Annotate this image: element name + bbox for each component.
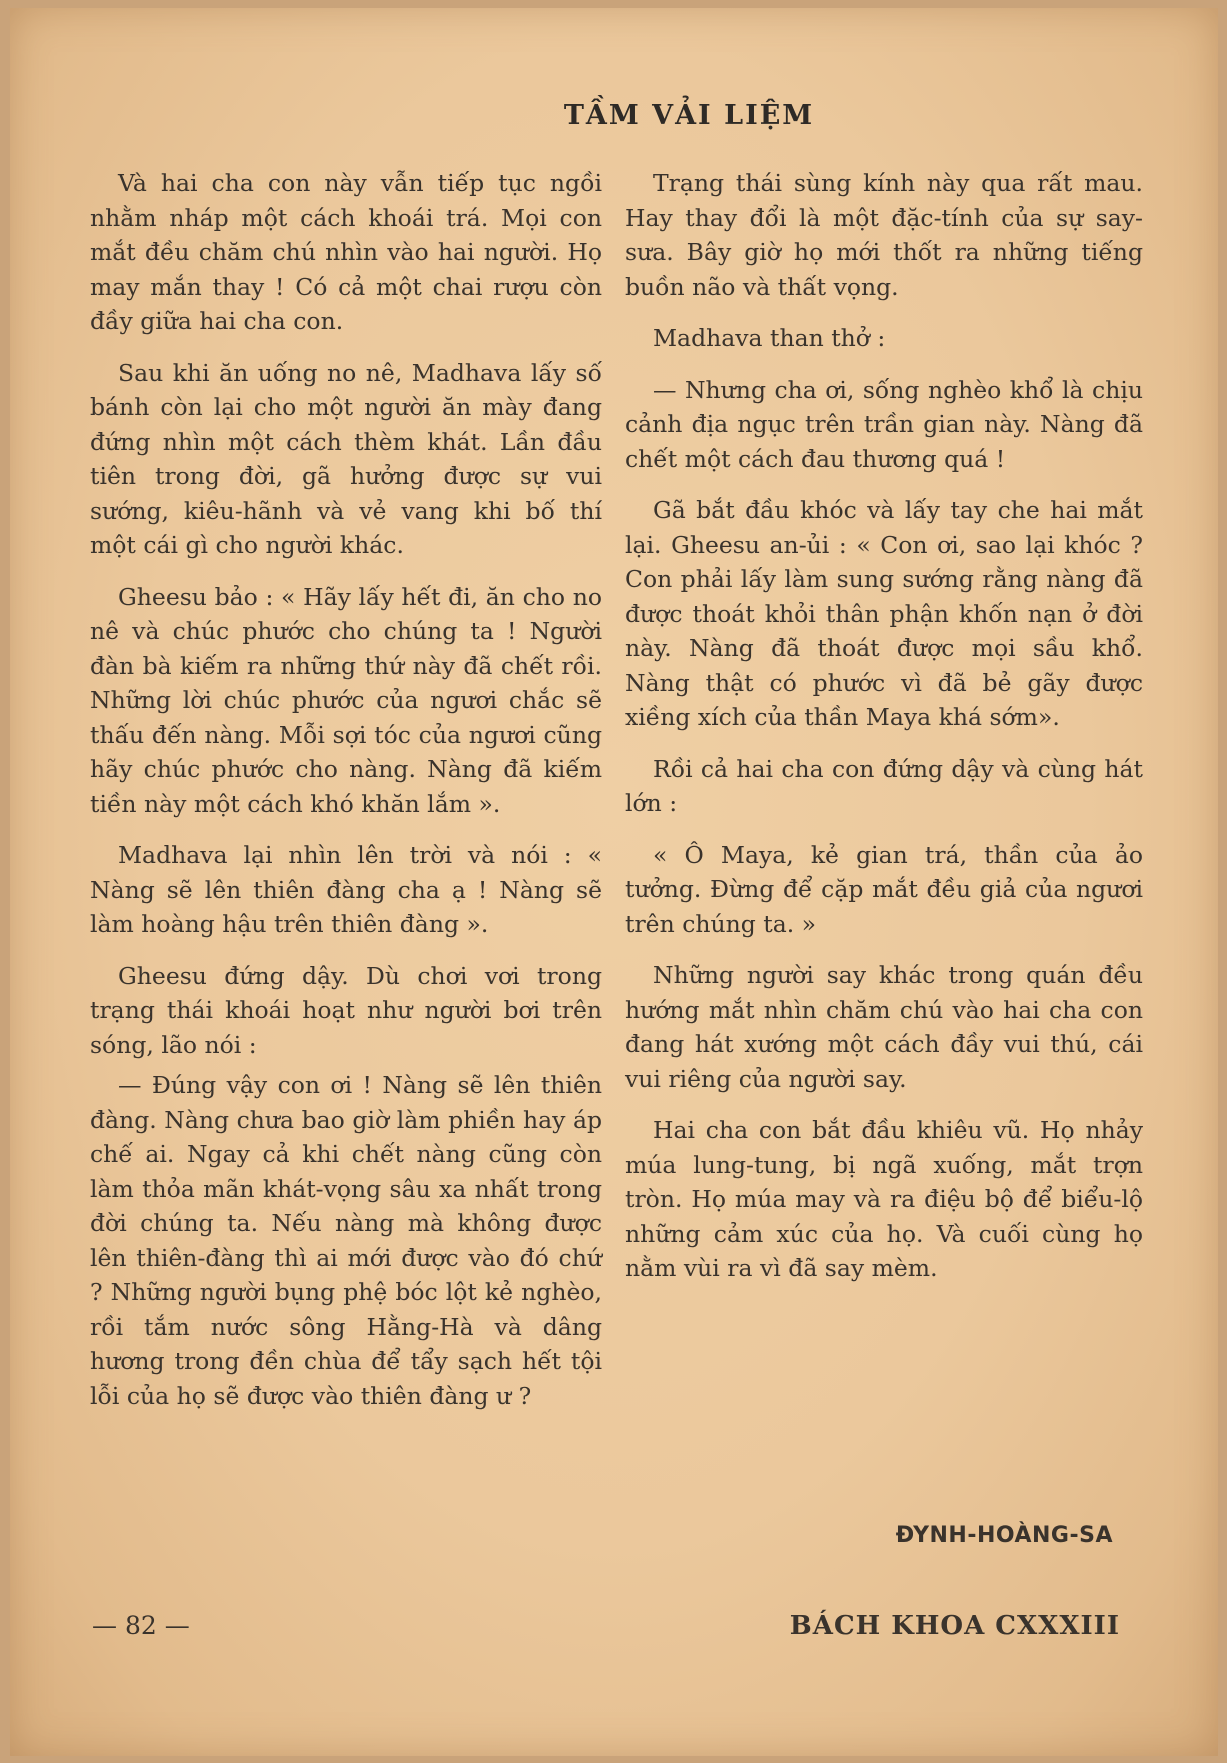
publication-name: BÁCH KHOA CXXXIII <box>789 1611 1120 1641</box>
paragraph: Sau khi ăn uống no nê, Madhava lấy số bánh còn lại cho một người ăn mày đang đứng nhìn một cách thèm khát. Lần đầu tiên trong đời, gã hưởng được sự vui sướng, kiêu-hãnh và vẻ vang khi bố thí một cái gì cho người khác. <box>90 358 602 559</box>
paragraph: « Ô Maya, kẻ gian trá, thần của ảo tưởng. Đừng để cặp mắt đều giả của ngươi trên chúng ta. » <box>625 840 1143 938</box>
magazine-page <box>10 8 1218 1756</box>
author-signature: ĐYNH-HOÀNG-SA <box>895 1523 1113 1548</box>
right-column <box>625 166 1143 1303</box>
paragraph: Và hai cha con này vẫn tiếp tục ngồi nhằm nháp một cách khoái trá. Mọi con mắt đều chăm chú nhìn vào hai người. Họ may mắn thay ! Có cả một chai rượu còn đầy giữa hai cha con. <box>90 169 602 335</box>
paragraph: Madhava than thở : <box>653 324 886 352</box>
paragraph: Những người say khác trong quán đều hướng mắt nhìn chăm chú vào hai cha con đang hát xướng một cách đầy vui thú, cái vui riêng của người say. <box>625 961 1143 1093</box>
paragraph: — Nhưng cha ơi, sống nghèo khổ là chịu cảnh địa ngục trên trần gian này. Nàng đã chết một cách đau thương quá ! <box>625 375 1143 473</box>
paragraph: Gheesu đứng dậy. Dù chơi vơi trong trạng thái khoái hoạt như người bơi trên sóng, lão nói : <box>90 961 602 1059</box>
left-column <box>90 166 602 1430</box>
paragraph: Hai cha con bắt đầu khiêu vũ. Họ nhảy múa lung-tung, bị ngã xuống, mắt trợn tròn. Họ múa may và ra điệu bộ để biểu-lộ những cảm xúc của họ. Và cuối cùng họ nằm vùi ra vì đã say mèm. <box>625 1116 1143 1282</box>
page-number: — 82 — <box>92 1611 190 1640</box>
paragraph: — Đúng vậy con ơi ! Nàng sẽ lên thiên đàng. Nàng chưa bao giờ làm phiền hay áp chế ai. Ngay cả khi chết nàng cũng còn làm thỏa mãn khát-vọng sâu xa nhất trong đời chúng ta. Nếu nàng mà không được lên thiên-đàng thì ai mới được vào đó chứ ? Những người bụng phệ bóc lột kẻ nghèo, rồi tắm nước sông Hằng-Hà và dâng hương trong đền chùa để tẩy sạch hết tội lỗi của họ sẽ được vào thiên đàng ư ? <box>90 1071 602 1410</box>
paragraph: Gheesu bảo : « Hãy lấy hết đi, ăn cho no nê và chúc phước cho chúng ta ! Người đàn bà kiếm ra những thứ này đã chết rồi. Những lời chúc phước của ngươi chắc sẽ thấu đến nàng. Mỗi sợi tóc của ngươi cũng hãy chúc phước cho nàng. Nàng đã kiếm tiền này một cách khó khăn lắm ». <box>90 582 602 818</box>
paragraph: Gã bắt đầu khóc và lấy tay che hai mắt lại. Gheesu an-ủi : « Con ơi, sao lại khóc ? Con phải lấy làm sung sướng rằng nàng đã được thoát khỏi thân phận khốn nạn ở đời này. Nàng đã thoát được mọi sầu khổ. Nàng thật có phước vì đã bẻ gãy được xiềng xích của thần Maya khá sớm». <box>625 496 1143 731</box>
paragraph: Madhava lại nhìn lên trời và nói : « Nàng sẽ lên thiên đàng cha ạ ! Nàng sẽ làm hoàng hậu trên thiên đàng ». <box>90 841 602 938</box>
paragraph: Trạng thái sùng kính này qua rất mau. Hay thay đổi là một đặc-tính của sự say-sưa. Bây giờ họ mới thốt ra những tiếng buồn não và thất vọng. <box>625 169 1143 301</box>
running-header: TẦM VẢI LIỆM <box>563 100 815 131</box>
paragraph: Rồi cả hai cha con đứng dậy và cùng hát lớn : <box>625 754 1143 817</box>
